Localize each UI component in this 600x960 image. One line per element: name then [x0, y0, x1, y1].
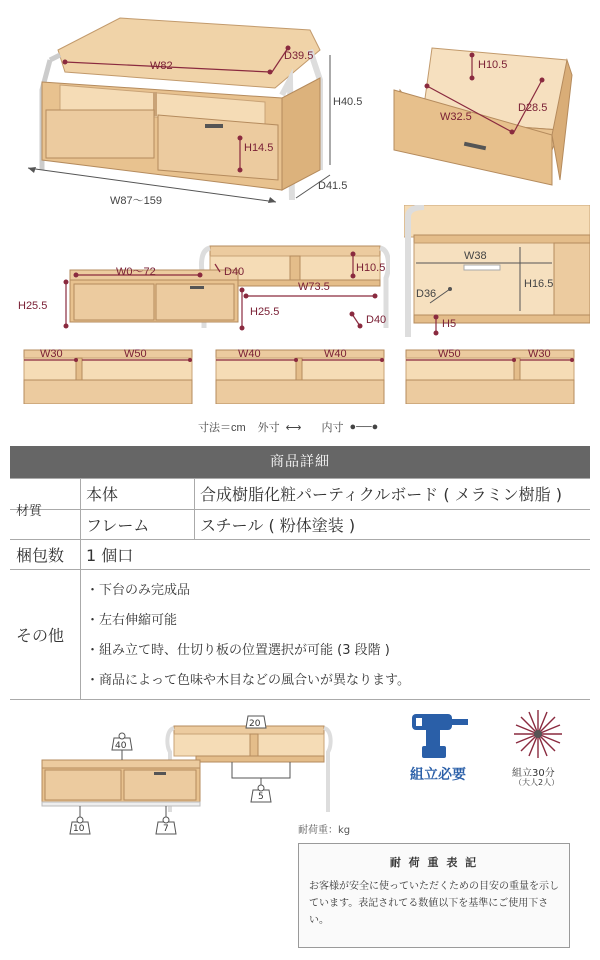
dim-d36: D36 [416, 288, 437, 300]
load-capacity-illustration [36, 712, 336, 842]
dim-w82: W82 [150, 60, 173, 72]
spec-row-body [10, 478, 590, 510]
dimension-legend [198, 419, 378, 435]
legend-inner: 内寸 [321, 422, 344, 434]
variant-1-left: W30 [40, 348, 63, 360]
spec-row-pack [10, 540, 590, 570]
inner-detail-illustration [404, 205, 590, 337]
dim-d41: D41.5 [318, 180, 348, 192]
dim-w0-72: W0〜72 [116, 266, 156, 278]
variant-1-right: W50 [124, 348, 147, 360]
tv-stand-main-illustration [20, 10, 340, 210]
other-item-3: ・組み立て時、仕切り板の位置選択が可能 (3 段階 ) [86, 643, 390, 658]
spec-material-label: 材質 [16, 504, 43, 519]
drill-icon [408, 706, 472, 762]
spec-other-label: その他 [16, 626, 65, 645]
legend-unit: 寸法＝cm [198, 422, 246, 434]
spec-table-header: 商品詳細 [10, 446, 590, 478]
spec-pack-label: 梱包数 [16, 546, 65, 565]
load-7: 7 [163, 824, 169, 834]
dim-h25-right: H25.5 [250, 306, 280, 318]
dim-h5: H5 [442, 318, 457, 330]
dim-drawer-h: H10.5 [478, 59, 508, 71]
load-notice-box [298, 843, 570, 948]
dim-d40-b: D40 [366, 314, 387, 326]
dim-w87-159: W87〜159 [110, 195, 162, 207]
notice-title: 耐 荷 重 表 記 [389, 856, 479, 869]
dim-drawer-w: W32.5 [440, 111, 472, 123]
spec-row-other [10, 570, 590, 700]
variant-3-left: W50 [438, 348, 461, 360]
partition-variant-3 [402, 346, 578, 404]
inner-line-icon: ●──● [349, 421, 379, 433]
legend-outer: 外寸 [257, 422, 280, 434]
load-20: 20 [249, 719, 261, 729]
clock-icon [510, 706, 566, 762]
assembly-people-label: （大人2人） [514, 778, 560, 787]
load-10: 10 [73, 824, 85, 834]
variant-2-left: W40 [238, 348, 261, 360]
spec-body-label: 本体 [86, 485, 119, 504]
outer-arrow-icon: ⟷ [285, 421, 302, 434]
dim-d40-a: D40 [224, 266, 245, 278]
other-item-1: ・下台のみ完成品 [86, 583, 191, 598]
dim-w73: W73.5 [298, 281, 330, 293]
load-40: 40 [115, 741, 127, 751]
dim-h14: H14.5 [244, 142, 274, 154]
spec-row-frame [10, 510, 590, 540]
load-unit-label: 耐荷重：kg [298, 825, 351, 836]
spec-frame-value: スチール ( 粉体塗装 ) [200, 516, 356, 535]
dim-h25-left: H25.5 [18, 300, 48, 312]
dim-h40: H40.5 [333, 96, 363, 108]
dim-drawer-d: D28.5 [518, 102, 548, 114]
assembly-time-label: 組立30分 [512, 768, 555, 779]
dim-h10: H10.5 [356, 262, 386, 274]
extended-stand-illustration [20, 238, 390, 338]
dim-h16: H16.5 [524, 278, 554, 290]
assembly-required-label: 組立必要 [410, 767, 466, 783]
notice-body: お客様が安全に使っていただくための目安の重量を示しています。表記されてる数値以下を基準にご使用下さい。 [309, 881, 559, 926]
spec-body-value: 合成樹脂化粧パーティクルボード ( メラミン樹脂 ) [200, 485, 562, 504]
dim-d39: D39.5 [284, 50, 314, 62]
load-5: 5 [258, 792, 264, 802]
other-item-4: ・商品によって色味や木目などの風合いが異なります。 [86, 673, 410, 688]
variant-2-right: W40 [324, 348, 347, 360]
variant-3-right: W30 [528, 348, 551, 360]
other-item-2: ・左右伸縮可能 [86, 613, 178, 628]
spec-frame-label: フレーム [86, 516, 150, 535]
dim-w38: W38 [464, 250, 487, 262]
spec-pack-value: 1 個口 [86, 546, 134, 565]
